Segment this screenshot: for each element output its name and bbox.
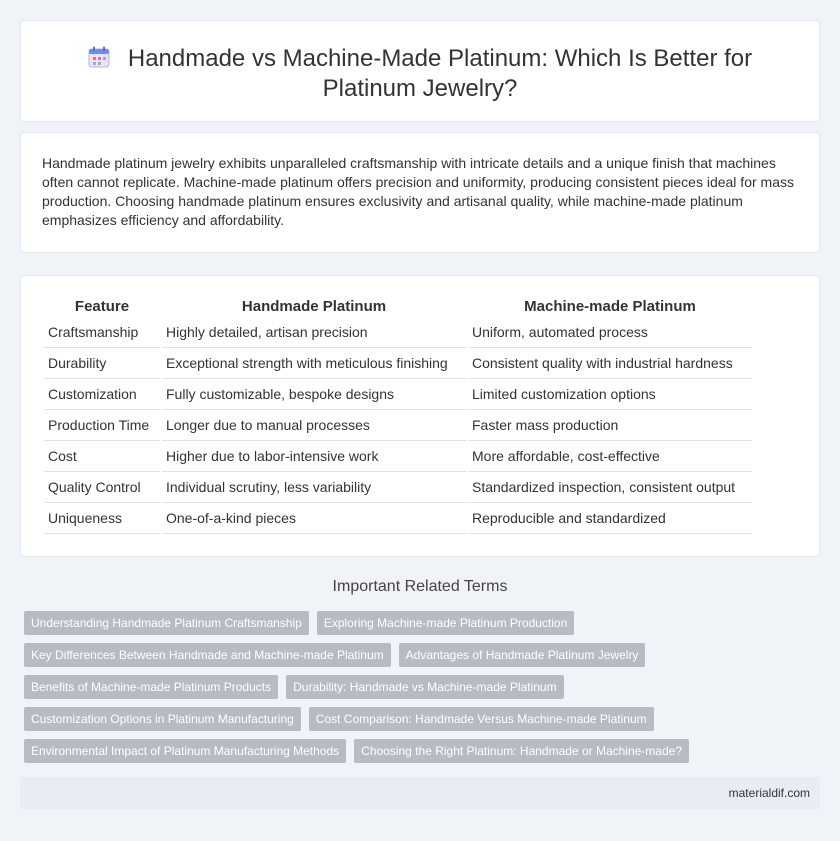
- tag-row: [24, 675, 744, 707]
- table-row: [44, 317, 752, 348]
- tag-row: [24, 707, 744, 739]
- footer: [20, 777, 820, 809]
- table-row: [44, 348, 752, 379]
- table-row: [44, 441, 752, 472]
- table-cell: Faster mass production: [468, 410, 752, 441]
- table-row: [44, 410, 752, 441]
- table-cell: One-of-a-kind pieces: [162, 503, 466, 534]
- related-term-link[interactable]: Understanding Handmade Platinum Craftsmanship: [24, 611, 309, 635]
- related-term-link[interactable]: Customization Options in Platinum Manufacturing: [24, 707, 301, 731]
- comparison-table: [42, 295, 754, 534]
- table-cell: Production Time: [44, 410, 160, 441]
- table-cell: Limited customization options: [468, 379, 752, 410]
- table-cell: Uniform, automated process: [468, 317, 752, 348]
- table-cell: Customization: [44, 379, 160, 410]
- page-title: [21, 44, 819, 104]
- header-machine-made: Machine-made Platinum: [524, 297, 696, 315]
- table-header-row: [44, 295, 752, 317]
- table-cell: Quality Control: [44, 472, 160, 503]
- table-cell: Consistent quality with industrial hardness: [468, 348, 752, 379]
- table-row: [44, 503, 752, 534]
- tag-row: [24, 611, 744, 643]
- table-card: [20, 275, 820, 557]
- related-term-link[interactable]: Durability: Handmade vs Machine-made Platinum: [286, 675, 563, 699]
- tag-row: [24, 739, 744, 771]
- table-cell: Cost: [44, 441, 160, 472]
- table-cell: More affordable, cost-effective: [468, 441, 752, 472]
- table-row: [44, 379, 752, 410]
- table-row: [44, 472, 752, 503]
- table-cell: Reproducible and standardized: [468, 503, 752, 534]
- related-terms-title: Important Related Terms: [332, 578, 508, 595]
- related-term-link[interactable]: Environmental Impact of Platinum Manufacturing Methods: [24, 739, 346, 763]
- table-cell: Individual scrutiny, less variability: [162, 472, 466, 503]
- related-terms-list: [24, 611, 744, 771]
- related-term-link[interactable]: Key Differences Between Handmade and Machine-made Platinum: [24, 643, 391, 667]
- calendar-icon: [88, 46, 110, 68]
- table-cell: Standardized inspection, consistent output: [468, 472, 752, 503]
- related-term-link[interactable]: Cost Comparison: Handmade Versus Machine-made Platinum: [309, 707, 654, 731]
- intro-card: [20, 132, 820, 253]
- header-handmade: Handmade Platinum: [241, 297, 387, 315]
- related-term-link[interactable]: Advantages of Handmade Platinum Jewelry: [399, 643, 646, 667]
- intro-paragraph: Handmade platinum jewelry exhibits unparalleled craftsmanship with intricate details and a unique finish that machines often cannot replicate. Machine-made platinum offers precision and uniformity, producing consistent pieces ideal for mass production. Choosing handmade platinum ensures exclusivity and artisanal quality, while machine-made platinum emphasizes efficiency and affordability.: [42, 155, 794, 228]
- related-term-link[interactable]: Benefits of Machine-made Platinum Products: [24, 675, 278, 699]
- table-cell: Durability: [44, 348, 160, 379]
- table-cell: Longer due to manual processes: [162, 410, 466, 441]
- site-name[interactable]: materialdif.com: [728, 786, 810, 800]
- title-line-1: Handmade vs Machine-Made Platinum: Which Is Better for: [127, 45, 753, 72]
- table-cell: Uniqueness: [44, 503, 160, 534]
- related-term-link[interactable]: Choosing the Right Platinum: Handmade or Machine-made?: [354, 739, 689, 763]
- table-cell: Highly detailed, artisan precision: [162, 317, 466, 348]
- table-cell: Higher due to labor-intensive work: [162, 441, 466, 472]
- related-term-link[interactable]: Exploring Machine-made Platinum Production: [317, 611, 574, 635]
- table-cell: Craftsmanship: [44, 317, 160, 348]
- tag-row: [24, 643, 744, 675]
- header-feature: Feature: [74, 297, 130, 315]
- title-card: [20, 20, 820, 122]
- table-cell: Exceptional strength with meticulous finishing: [162, 348, 466, 379]
- title-line-2: Platinum Jewelry?: [322, 75, 518, 102]
- table-cell: Fully customizable, bespoke designs: [162, 379, 466, 410]
